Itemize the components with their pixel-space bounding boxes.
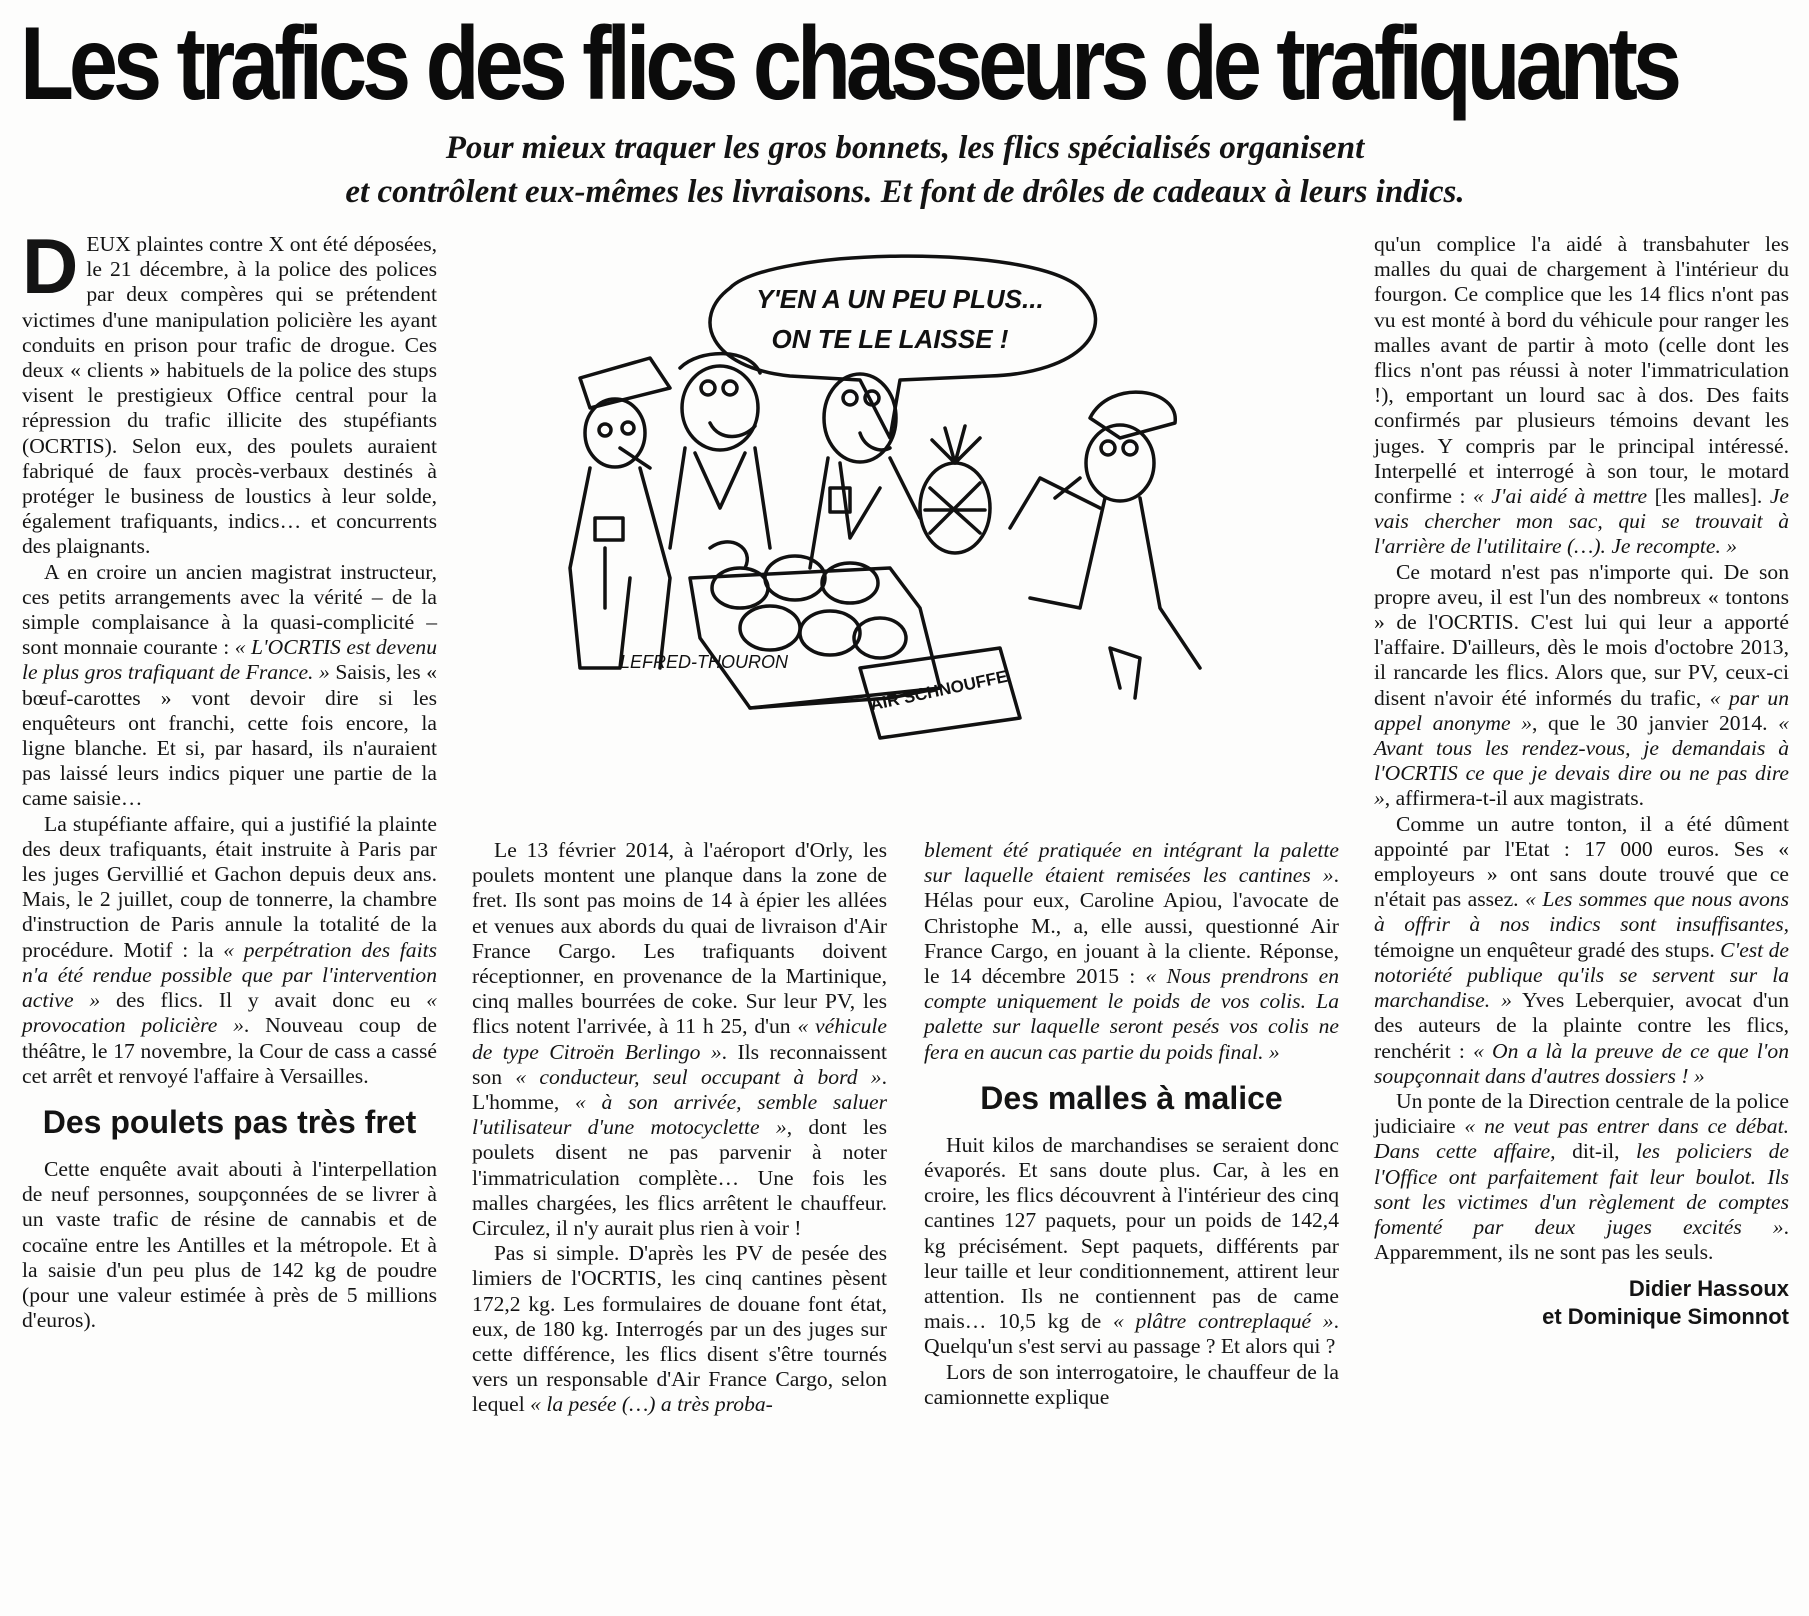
paragraph: A en croire un ancien magistrat instructeur, ces petits arrangements avec la vérité – de la simple complaisance à la quasi-complicité – sont monnaie courante : « L'OCRTIS est devenu le plus gros trafiquant de France. » Saisis, les « bœuf-carottes » vont devoir dire si les enquêteurs ont franchi, cette fois encore, la ligne blanche. Et si, par hasard, ils n'auraient pas laissé leurs indics piquer une partie de la came saisie… xyxy=(22,559,438,811)
crate-label: AIR SCHNOUFFE xyxy=(868,666,1010,715)
speech-text-2: ON TE LE LAISSE ! xyxy=(771,324,1009,354)
crate xyxy=(690,556,1020,738)
paragraph: Le 13 février 2014, à l'aéroport d'Orly, les poulets montent une planque dans la zone de fret. Ils sont pas moins de 14 à épier les allées et venues aux abords du quai de livraison d'Air France Cargo. Les trafiquants doivent réceptionner, en provenance de la Martinique, cinq malles bourrées de coke. Sur leur PV, les flics notent l'arrivée, à 11 h 25, d'un « véhicule de type Citroën Berlingo ». Ils reconnaissent son « conducteur, seul occupant à bord ». L'homme, « à son arrivée, semble saluer l'utilisateur d'une motocyclette », dont les poulets disent ne pas parvenir à noter l'immatriculation complète… Une fois les malles chargées, les flics arrêtent le chauffeur. Circulez, il n'y aurait plus rien à voir ! xyxy=(472,838,887,1241)
deck xyxy=(60,126,1750,214)
cop-figure-center xyxy=(810,374,920,568)
deck-line-1: Pour mieux traquer les gros bonnets, les flics spécialisés organisent xyxy=(445,130,1365,166)
column-1 xyxy=(22,222,438,1333)
lead-paragraph: DEUX plaintes contre X ont été déposées, le 21 décembre, à la police des polices par deux compères qui se prétendent victimes d'une manipulation policière les ayant conduits en prison pour trafic de drogue. Ces deux « clients » habituels de la police des stups visent le prestigieux Office central pour la répression du trafic illicite des stupéfiants (OCRTIS). Selon eux, des poulets auraient fabriqué de faux procès-verbaux destinés à protéger le business de loustics à leur solde, également trafiquants, indics… et concurrents des plaignants. xyxy=(22,222,437,559)
paragraph: qu'un complice l'a aidé à transbahuter les malles du quai de chargement à l'intérieur du fourgon. Ce complice que les 14 flics n'ont pas vu est monté à bord du véhicule pour ranger les malles avant de partir à moto (celle dont les flics n'ont pas réussi à noter l'immatriculation !), emportant un lourd sac à dos. Des faits confirmés par plusieurs témoins devant les juges. Y compris par le principal intéressé. Interpellé et interrogé à son tour, le motard confirme : « J'ai aidé à mettre [les malles]. Je vais chercher mon sac, qui se trouvait à l'arrière de l'utilitaire (…). Je recompte. » xyxy=(1374,232,1789,559)
cop-figure-center-left xyxy=(670,354,770,568)
deck-line-2: et contrôlent eux-mêmes les livraisons. Et font de drôles de cadeaux à leurs indics. xyxy=(345,174,1465,210)
paragraph: Lors de son interrogatoire, le chauffeur de la camionnette explique xyxy=(924,1359,1339,1409)
column-3 xyxy=(924,838,1339,1410)
paragraph: Pas si simple. D'après les PV de pesée des limiers de l'OCRTIS, les cinq cantines pèsent 172,2 kg. Les formulaires de douane font état, eux, de 180 kg. Interrogés par un des juges sur cette différence, les flics disent s'être tournés vers un responsable d'Air France Cargo, selon lequel « la pesée (…) a très proba- xyxy=(472,1241,887,1417)
pineapple xyxy=(920,426,990,553)
byline-author-2: et Dominique Simonnot xyxy=(1542,1304,1789,1330)
cartoon-signature: LEFRED-THOURON xyxy=(620,652,789,672)
cartoon-illustration xyxy=(560,248,1320,808)
paragraph: blement été pratiquée en intégrant la palette sur laquelle étaient remisées les cantines ». Hélas pour eux, Caroline Apiou, l'avocate de Christophe M., a, elle aussi, questionné Air France Cargo, en jouant à la cliente. Réponse, le 14 décembre 2015 : « Nous prendrons en compte uniquement le poids de vos colis. La palette sur laquelle seront pesés vos colis ne fera en aucun cas partie du poids final. » xyxy=(924,838,1340,1064)
cop-figure-right xyxy=(1010,392,1200,698)
subhead-malles: Des malles à malice xyxy=(980,1079,1283,1116)
paragraph: Un ponte de la Direction centrale de la police judiciaire « ne veut pas entrer dans ce débat. Dans cette affaire, dit-il, les policiers de l'Office ont parfaitement fait leur boulot. Ils sont les victimes d'un règlement de comptes fomenté par deux juges excités ». Apparemment, ils ne sont pas les seuls. xyxy=(1374,1088,1789,1265)
byline-author-1: Didier Hassoux xyxy=(1628,1276,1789,1302)
speech-text: Y'EN A UN PEU PLUS... xyxy=(756,284,1044,314)
drop-cap: D xyxy=(22,222,79,310)
cop-figure-left xyxy=(570,358,670,668)
paragraph: Comme un autre tonton, il a été dûment appointé par l'Etat : 17 000 euros. Ses « employeurs » ont sans doute trouvé que ce n'était pas assez. « Les sommes que nous avons à offrir à nos indics sont insuffisantes, témoigne un enquêteur gradé des stups. C'est de notoriété publique qu'ils se servent sur la marchandise. » Yves Leberquier, avocat d'un des auteurs de la plainte contre les flics, renchérit : « On a là la preuve de ce que l'on soupçonnait dans d'autres dossiers ! » xyxy=(1374,811,1790,1088)
paragraph: Ce motard n'est pas n'importe qui. De son propre aveu, il est l'un des nombreux « tontons » de l'OCRTIS. C'est lui qui leur a apporté l'affaire. D'ailleurs, dès le mois d'octobre 2013, il rancarde les flics. Alors que, sur PV, ceux-ci disent n'avoir été informés du trafic, « par un appel anonyme », que le 30 janvier 2014. « Avant tous les rendez-vous, je demandais à l'OCRTIS ce que je devais dire ou ne pas dire », affirmera-t-il aux magistrats. xyxy=(1374,559,1789,811)
column-2 xyxy=(472,838,887,1418)
subhead-poulets: Des poulets pas très fret xyxy=(42,1103,417,1140)
byline xyxy=(1374,1275,1789,1331)
column-4 xyxy=(1374,232,1789,1331)
paragraph: Huit kilos de marchandises se seraient donc évaporés. Et sans doute plus. Car, à les en croire, les flics découvrent à l'intérieur des cinq cantines 127 paquets, pour un poids de 142,4 kg précisément. Sept paquets, différents par leur taille et leur conditionnement, attirent leur attention. Ils ne contiennent pas de came mais… 10,5 kg de « plâtre contreplaqué ». Quelqu'un s'est servi au passage ? Et alors qui ? xyxy=(924,1132,1339,1359)
paragraph: Cette enquête avait abouti à l'interpellation de neuf personnes, soupçonnées de se livrer à un vaste trafic de résine de cannabis et de cocaïne entre les Antilles et la métropole. Et à la saisie d'un peu plus de 142 kg de poudre (pour une valeur estimée à près de 5 millions d'euros). xyxy=(22,1156,437,1333)
headline: Les trafics des flics chasseurs de trafiquants xyxy=(20,6,1677,122)
paragraph: La stupéfiante affaire, qui a justifié la plainte des deux trafiquants, était instruite à Paris par les juges Gervillié et Gachon depuis deux ans. Mais, le 2 juillet, coup de tonnerre, la chambre d'instruction de Paris annule la totalité de la procédure. Motif : la « perpétration des faits n'a été rendue possible que par l'intervention active » des flics. Il y avait donc eu « provocation policière ». Nouveau coup de théâtre, le 17 novembre, la Cour de cass a cassé cet arrêt et renvoyé l'affaire à Versailles. xyxy=(22,811,438,1088)
